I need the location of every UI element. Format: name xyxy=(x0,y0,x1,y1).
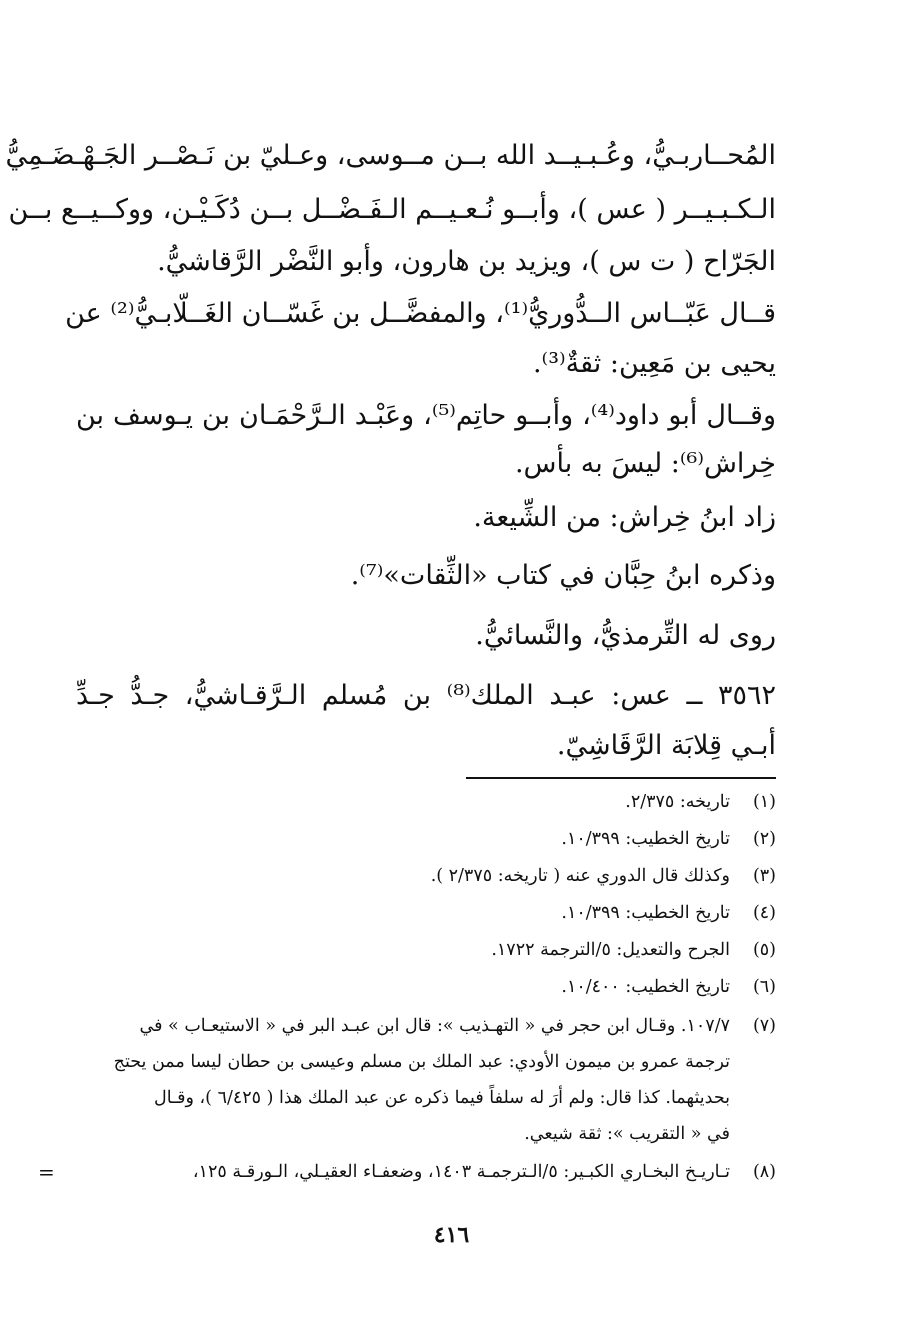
footnote-number: (٤) xyxy=(752,903,776,923)
page-number: ٤١٦ xyxy=(433,1222,470,1248)
main-text-line: الجَرّاح ( ت س )، ويزيد بن هارون، وأبو النَّضْر الرَّقاشيُّ. xyxy=(157,246,776,277)
footnote-text: تاريخه: ٢/٣٧٥. xyxy=(625,792,730,812)
footnote-7-continuation: ترجمة عمرو بن ميمون الأودي: عبد الملك بن مسلم وعيسى بن حطان ليسا ممن يحتج xyxy=(113,1052,730,1072)
footnote-text: تاريخ الخطيب: ١٠/٤٠٠. xyxy=(561,977,730,997)
footnote-number: (٨) xyxy=(752,1162,776,1182)
footnote-number: (٥) xyxy=(752,940,776,960)
main-text-line: زاد ابنُ خِراش: من الشِّيعة. xyxy=(473,502,776,533)
footnote-number: (٦) xyxy=(752,977,776,997)
main-text-line: روى له التِّرمذيُّ، والنَّسائيُّ. xyxy=(475,620,776,651)
footnote-text: ١٠٧/٧. وقـال ابن حجر في « التهـذيب »: قال ابن عبـد البر في « الاستيعـاب » في xyxy=(139,1016,730,1036)
footnote-number: (١) xyxy=(752,792,776,812)
footnote-number: (٢) xyxy=(752,829,776,849)
footnote-number: (٧) xyxy=(752,1016,776,1036)
footnote-text: الجرح والتعديل: ٥/الترجمة ١٧٢٢. xyxy=(491,940,730,960)
footnote-text: تاريخ الخطيب: ١٠/٣٩٩. xyxy=(561,829,730,849)
main-text-line: أبـي قِلابَة الرَّقَاشِيّ. xyxy=(556,730,776,761)
footnote-number: (٣) xyxy=(752,866,776,886)
footnote-text: تـاريـخ البخـاري الكبـير: ٥/الـترجمـة ١٤٠٣، وضعفـاء العقيـلي، الـورقـة ١٢٥، xyxy=(192,1162,730,1182)
main-text-line: يحيى بن مَعِين: ثقةٌ⁽³⁾. xyxy=(532,348,776,379)
footnote-7-continuation: في « التقريب »: ثقة شيعي. xyxy=(524,1124,730,1144)
footnote-7-continuation: بحديثهما. كذا قال: ولم أرَ له سلفاً فيما ذكره عن عبد الملك هذا ( ٦/٤٢٥ )، وقـال xyxy=(153,1088,730,1108)
main-text-line: وذكره ابنُ حِبَّان في كتاب «الثِّقات»⁽⁷⁾. xyxy=(350,560,776,591)
footnote-text: وكذلك قال الدوري عنه ( تاريخه: ٢/٣٧٥ ). xyxy=(430,866,730,886)
main-text-line: وقــال أبو داود⁽⁴⁾، وأبــو حاتِم⁽⁵⁾، وعَبْـد الـرَّحْمَـان بن يـوسف بن xyxy=(76,400,776,431)
main-text-line: خِراش⁽⁶⁾: ليسَ به بأس. xyxy=(514,448,776,479)
main-text-line: الـكـبـيــر ( عس )، وأبــو نُـعـيــم الـفَـضْــل بــن دُكَـيْـن، ووكــيــع بــن xyxy=(8,194,776,225)
main-text-line: قــال عَبّــاس الــدُّوريُّ⁽¹⁾، والمفضَّــل بن غَسّــان الغَــلّابـيُّ⁽²⁾ عن xyxy=(65,298,776,329)
footnote-text: تاريخ الخطيب: ١٠/٣٩٩. xyxy=(561,903,730,923)
entry-heading-line: ٣٥٦٢ ــ عس: عبـد الملك⁽⁸⁾ بن مُسلم الـرَّقـاشيُّ، جـدُّ جـدِّ xyxy=(76,680,776,711)
main-text-line: المُحــاربـيُّ، وعُـبـيــد الله بــن مــوسى، وعـليّ بن نَـصْــر الجَـهْـضَـمِيُّ xyxy=(5,140,776,171)
footnote-separator xyxy=(466,777,776,779)
continuation-mark: = xyxy=(38,1160,55,1184)
